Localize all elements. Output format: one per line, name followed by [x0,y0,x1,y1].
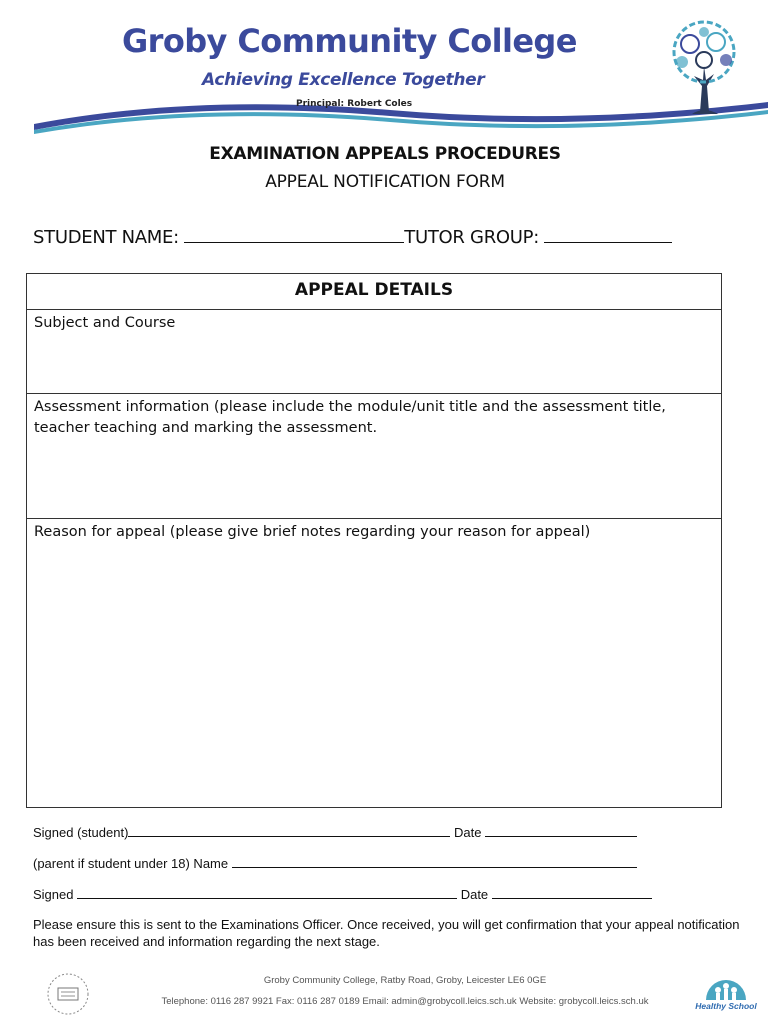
parent-date-field[interactable] [492,887,652,899]
tutor-group-field[interactable] [544,225,672,243]
student-signature-line [33,825,637,840]
appeal-details-box [26,273,722,808]
college-motto: Achieving Excellence Together [202,70,485,90]
assessment-info-label: Assessment information (please include the module/unit title and the assessment title, teacher teaching and marking the assessment. [34,399,666,436]
appeal-details-header: APPEAL DETAILS [27,274,721,310]
parent-name-label: (parent if student under 18) Name [33,856,232,871]
tutor-group-label: TUTOR GROUP: [404,227,545,248]
form-title: EXAMINATION APPEALS PROCEDURES [209,144,561,164]
appeal-reason-field[interactable] [27,519,721,807]
appeal-reason-label: Reason for appeal (please give brief notes regarding your reason for appeal) [34,524,591,540]
principal-name: Principal: Robert Coles [296,99,413,109]
tree-logo-icon [654,16,754,116]
college-name: Groby Community College [122,22,577,60]
submission-notice: Please ensure this is sent to the Examinations Officer. Once received, you will get confirmation that your appeal notification has been received and information regarding the next stage. [33,917,740,949]
subject-course-label: Subject and Course [34,315,176,331]
arts-council-logo-icon [38,966,102,1022]
signed-label: Signed [33,887,78,902]
parent-name-field[interactable] [232,856,637,868]
student-name-field[interactable] [184,225,404,243]
footer-contacts: Telephone: 0116 287 9921 Fax: 0116 287 0189 Email: admin@grobycoll.leics.sch.uk Website: grobycoll.leics.sch.uk [161,996,649,1007]
subject-course-field[interactable] [27,310,721,394]
student-signature-field[interactable] [128,825,450,837]
date-label-2: Date [457,887,492,902]
parent-signature-field[interactable] [77,887,457,899]
parent-name-line [33,856,637,871]
date-label: Date [450,825,486,840]
student-info-line [33,225,733,248]
student-name-label: STUDENT NAME: [33,227,185,248]
assessment-info-field[interactable] [27,394,721,519]
student-date-field[interactable] [485,825,637,837]
signed-student-label: Signed (student) [33,825,129,840]
footer-address: Groby Community College, Ratby Road, Groby, Leicester LE6 0GE [263,975,547,986]
healthy-school-label: Healthy School [695,1001,757,1011]
parent-signature-line [33,887,652,902]
form-subtitle: APPEAL NOTIFICATION FORM [265,172,505,192]
